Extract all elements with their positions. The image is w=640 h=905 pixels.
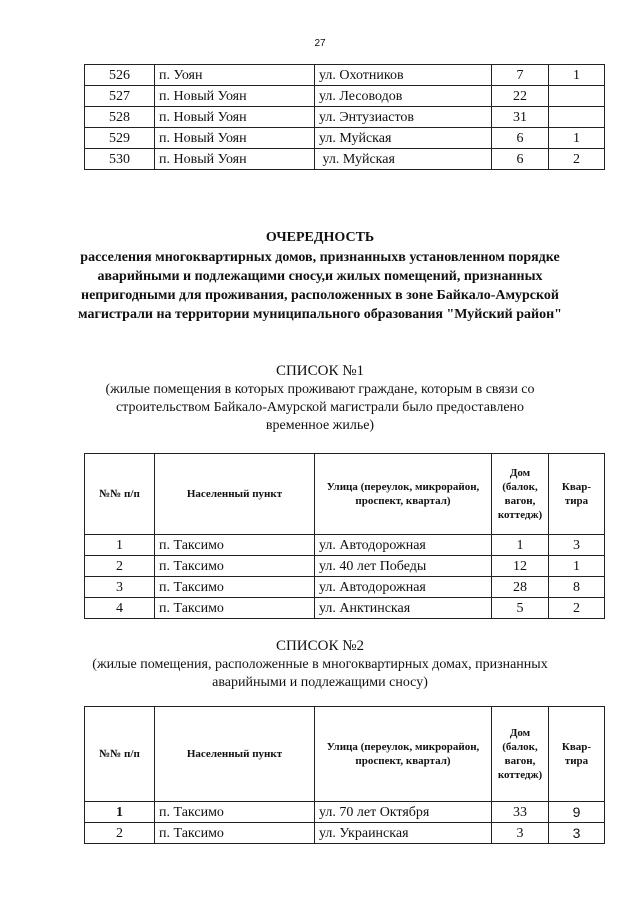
column-header-number: №№ п/п xyxy=(85,454,155,535)
table-header-row xyxy=(85,707,605,802)
column-header-street: Улица (переулок, микрорайон, проспект, квартал) xyxy=(315,454,492,535)
locality-cell: п. Новый Уоян xyxy=(155,149,315,170)
row-number: 4 xyxy=(85,598,155,619)
locality-cell: п. Таксимо xyxy=(155,598,315,619)
list2-description: (жилые помещения, расположенные в многоквартирных домах, признанных аварийными и подлежащими сносу) xyxy=(92,657,548,690)
column-header-locality: Населенный пункт xyxy=(155,454,315,535)
row-number: 526 xyxy=(85,65,155,86)
table-row xyxy=(85,535,605,556)
locality-cell: п. Новый Уоян xyxy=(155,86,315,107)
row-number: 528 xyxy=(85,107,155,128)
apartment-cell xyxy=(549,86,605,107)
house-cell: 3 xyxy=(492,823,549,844)
street-cell: ул. Охотников xyxy=(315,65,492,86)
locality-cell: п. Уоян xyxy=(155,65,315,86)
house-cell: 1 xyxy=(492,535,549,556)
table-row xyxy=(85,823,605,844)
row-number: 1 xyxy=(85,802,155,823)
house-cell: 28 xyxy=(492,577,549,598)
locality-cell: п. Таксимо xyxy=(155,823,315,844)
row-number: 1 xyxy=(85,535,155,556)
street-cell: ул. Автодорожная xyxy=(315,577,492,598)
row-number: 527 xyxy=(85,86,155,107)
column-header-house: Дом (балок, вагон, коттедж) xyxy=(492,454,549,535)
apartment-cell: 1 xyxy=(549,128,605,149)
locality-cell: п. Таксимо xyxy=(155,802,315,823)
document-title: ОЧЕРЕДНОСТЬ xyxy=(265,230,375,245)
street-cell: ул. Анктинская xyxy=(315,598,492,619)
apartment-cell: 8 xyxy=(549,577,605,598)
house-cell: 22 xyxy=(492,86,549,107)
apartment-cell: 1 xyxy=(549,556,605,577)
list1-table xyxy=(84,453,605,619)
apartment-cell: 3 xyxy=(549,823,605,844)
column-header-street: Улица (переулок, микрорайон, проспект, квартал) xyxy=(315,707,492,802)
locality-cell: п. Таксимо xyxy=(155,556,315,577)
house-cell: 6 xyxy=(492,128,549,149)
column-header-house: Дом (балок, вагон, коттедж) xyxy=(492,707,549,802)
table-row xyxy=(85,577,605,598)
street-cell: ул. Энтузиастов xyxy=(315,107,492,128)
house-cell: 7 xyxy=(492,65,549,86)
street-cell: ул. Лесоводов xyxy=(315,86,492,107)
apartment-cell: 9 xyxy=(549,802,605,823)
street-cell: ул. Украинская xyxy=(315,823,492,844)
table-row xyxy=(85,149,605,170)
list1-description: (жилые помещения в которых проживают граждане, которым в связи со строительством Байкало-Амурской магистрали было предоставлено временное жилье) xyxy=(105,382,535,433)
table-row xyxy=(85,107,605,128)
locality-cell: п. Новый Уоян xyxy=(155,128,315,149)
document-subtitle: расселения многоквартирных домов, признанныхв установленном порядке аварийными и подлежащими сносу,и жилых помещений, признанных непригодными для проживания, расположенных в зоне Байкало-Амурской магистрали на территории муниципального образования "Муйский район" xyxy=(78,250,562,322)
house-cell: 6 xyxy=(492,149,549,170)
column-header-apartment: Квар-тира xyxy=(549,454,605,535)
table-row xyxy=(85,65,605,86)
table-row xyxy=(85,802,605,823)
row-number: 2 xyxy=(85,823,155,844)
list2-title: СПИСОК №2 xyxy=(275,638,365,654)
row-number: 529 xyxy=(85,128,155,149)
row-number: 3 xyxy=(85,577,155,598)
locality-cell: п. Новый Уоян xyxy=(155,107,315,128)
apartment-cell: 2 xyxy=(549,149,605,170)
apartment-cell xyxy=(549,107,605,128)
house-cell: 33 xyxy=(492,802,549,823)
street-cell: ул. Автодорожная xyxy=(315,535,492,556)
page-number: 27 xyxy=(314,38,326,49)
column-header-locality: Населенный пункт xyxy=(155,707,315,802)
table-row xyxy=(85,598,605,619)
house-cell: 12 xyxy=(492,556,549,577)
column-header-number: №№ п/п xyxy=(85,707,155,802)
apartment-cell: 3 xyxy=(549,535,605,556)
apartment-cell: 2 xyxy=(549,598,605,619)
street-cell: ул. 40 лет Победы xyxy=(315,556,492,577)
row-number: 530 xyxy=(85,149,155,170)
column-header-apartment: Квар-тира xyxy=(549,707,605,802)
street-cell: ул. Муйская xyxy=(315,149,492,170)
row-number: 2 xyxy=(85,556,155,577)
house-cell: 31 xyxy=(492,107,549,128)
list2-table xyxy=(84,706,605,844)
locality-cell: п. Таксимо xyxy=(155,535,315,556)
street-cell: ул. 70 лет Октября xyxy=(315,802,492,823)
locality-cell: п. Таксимо xyxy=(155,577,315,598)
apartment-cell: 1 xyxy=(549,65,605,86)
table-row xyxy=(85,128,605,149)
list1-title: СПИСОК №1 xyxy=(275,363,365,379)
table-row xyxy=(85,86,605,107)
house-cell: 5 xyxy=(492,598,549,619)
table-row xyxy=(85,556,605,577)
table-header-row xyxy=(85,454,605,535)
continued-table xyxy=(84,64,605,170)
street-cell: ул. Муйская xyxy=(315,128,492,149)
